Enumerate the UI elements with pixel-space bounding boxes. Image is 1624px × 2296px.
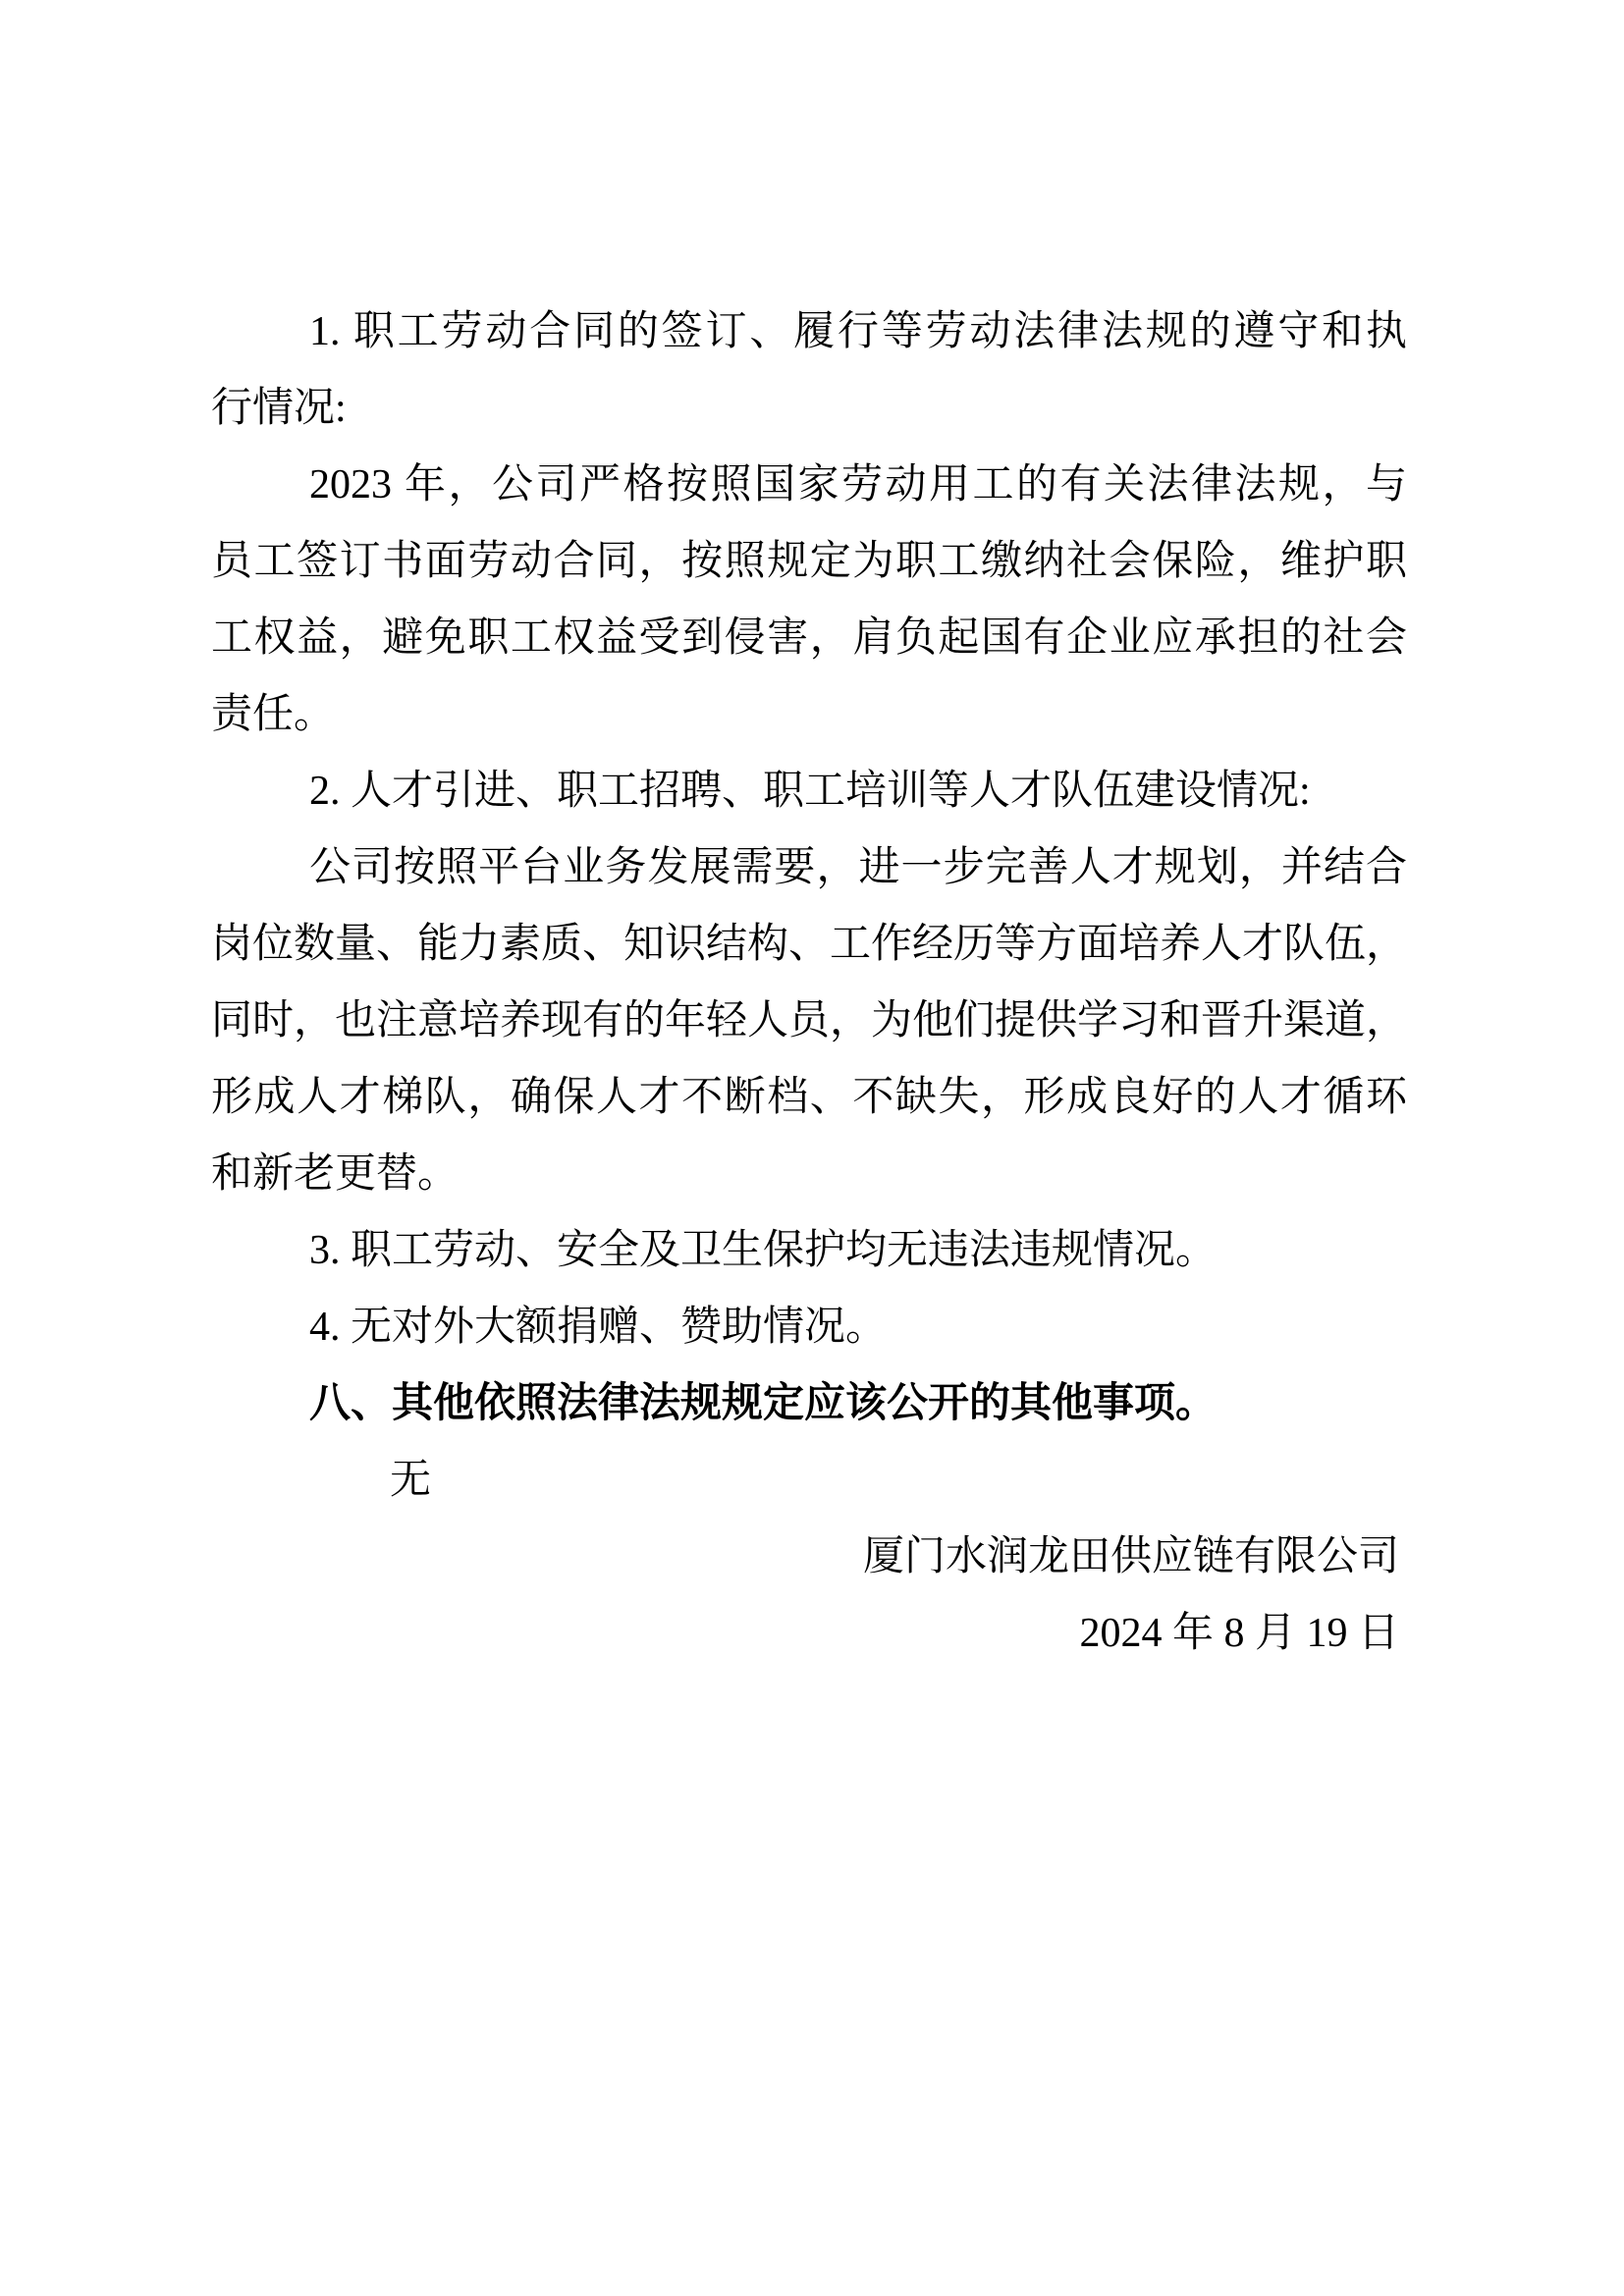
- text-line: 4. 无对外大额捐赠、赞助情况。: [309, 1305, 888, 1350]
- text-line: 岗位数量、能力素质、知识结构、工作经历等方面培养人才队伍，: [211, 922, 1407, 967]
- text-line: 厦门水润龙田供应链有限公司: [862, 1534, 1399, 1579]
- text-line: 公司按照平台业务发展需要，进一步完善人才规划，并结合: [309, 845, 1407, 890]
- text-line: 形成人才梯队，确保人才不断档、不缺失，形成良好的人才循环: [211, 1075, 1407, 1120]
- text-line: 责任。: [211, 692, 336, 737]
- text-line: 3. 职工劳动、安全及卫生保护均无违法违规情况。: [309, 1228, 1218, 1273]
- text-line: 同时，也注意培养现有的年轻人员，为他们提供学习和晋升渠道，: [211, 998, 1407, 1043]
- text-line: 工权益，避免职工权益受到侵害，肩负起国有企业应承担的社会: [211, 615, 1407, 661]
- text-line: 行情况:: [211, 386, 347, 431]
- text-line: 2024 年 8 月 19 日: [1079, 1611, 1399, 1656]
- document-body: [211, 294, 1407, 1672]
- text-line: 1. 职工劳动合同的签订、履行等劳动法律法规的遵守和执: [309, 309, 1407, 354]
- text-line: 无: [390, 1458, 432, 1503]
- text-line: 2023 年，公司严格按照国家劳动用工的有关法律法规，与: [309, 462, 1407, 507]
- text-line: 八、其他依照法律法规规定应该公开的其他事项。: [309, 1381, 1218, 1426]
- text-line: 2. 人才引进、职工招聘、职工培训等人才队伍建设情况:: [309, 769, 1311, 814]
- text-line: 和新老更替。: [211, 1151, 460, 1197]
- text-line: 员工签订书面劳动合同，按照规定为职工缴纳社会保险，维护职: [211, 539, 1407, 584]
